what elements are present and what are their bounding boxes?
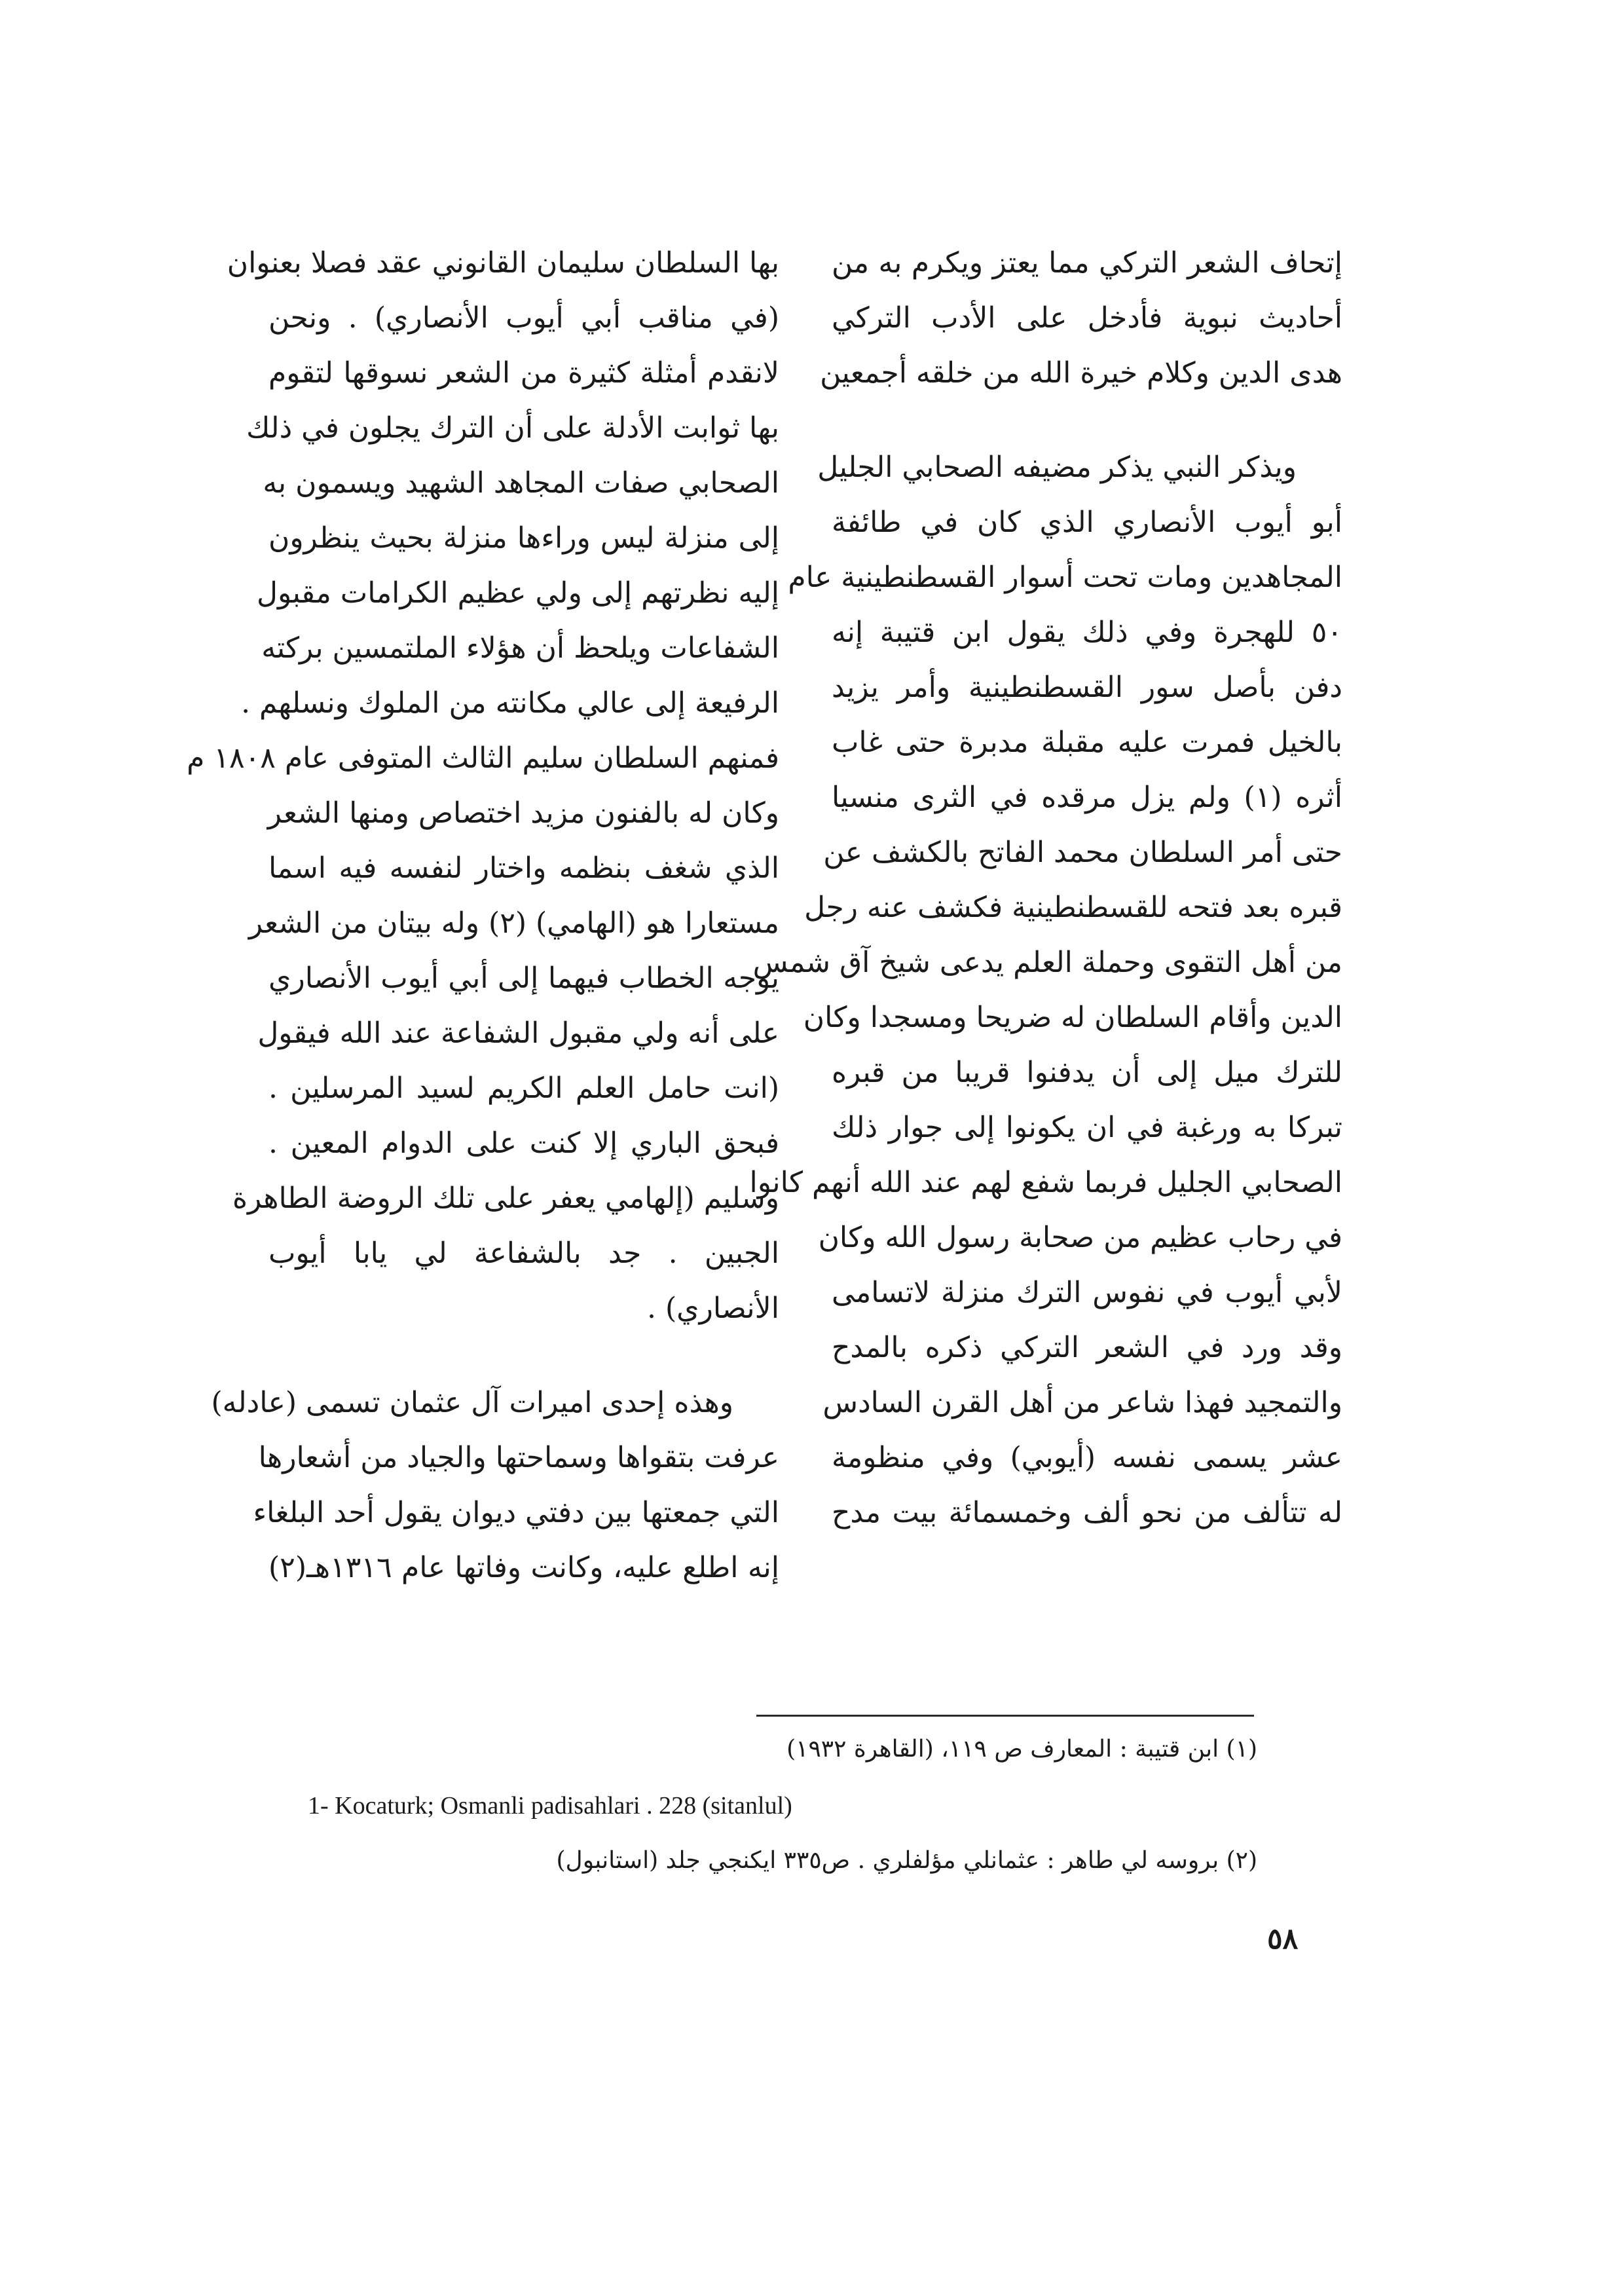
- footnote-1: (١) ابن قتيبة : المعارف ص ١١٩، (القاهرة ١٩٣٢): [786, 1736, 1257, 1763]
- text-line: الدين وأقام السلطان له ضريحا ومسجدا وكان: [803, 1001, 1342, 1034]
- text-line: الشفاعات ويلحظ أن هؤلاء الملتمسين بركته: [261, 631, 779, 665]
- text-line: دفن بأصل سور القسطنطينية وأمر يزيد: [832, 671, 1342, 704]
- text-line: (انت حامل العلم الكريم لسيد المرسلين .: [268, 1072, 779, 1105]
- text-line: إلى منزلة ليس وراءها منزلة بحيث ينظرون: [268, 521, 779, 555]
- text-line: يوجه الخطاب فيهما إلى أبي أيوب الأنصاري: [268, 961, 779, 995]
- footnote-2: (٢) بروسه لي طاهر : عثمانلي مؤلفلري . ص٣٣٥ ايكنجي جلد (استانبول): [556, 1847, 1257, 1874]
- text-line: لانقدم أمثلة كثيرة من الشعر نسوقها لتقوم: [268, 356, 779, 390]
- text-line: هدى الدين وكلام خيرة الله من خلقه أجمعين: [820, 356, 1342, 390]
- text-line: الرفيعة إلى عالي مكانته من الملوك ونسلهم .: [241, 686, 779, 720]
- left-column: [187, 236, 779, 1595]
- text-line: قبره بعد فتحه للقسطنطينية فكشف عنه رجل: [804, 891, 1342, 924]
- text-line: ٥٠ للهجرة وفي ذلك يقول ابن قتيبة إنه: [832, 616, 1342, 649]
- text-line: تبركا به ورغبة في ان يكونوا إلى جوار ذلك: [832, 1111, 1342, 1144]
- text-line: إليه نظرتهم إلى ولي عظيم الكرامات مقبول: [256, 576, 779, 610]
- text-line: من أهل التقوى وحملة العلم يدعى شيخ آق شمس: [752, 946, 1342, 979]
- footnote-latin: 1- Kocaturk; Osmanli padisahlari . 228 (sitanlul): [308, 1792, 792, 1819]
- text-line: (في مناقب أبي أيوب الأنصاري) . ونحن: [268, 301, 779, 335]
- text-line: وسليم (إلهامي يعفر على تلك الروضة الطاهرة: [232, 1182, 779, 1215]
- footnote-divider: [756, 1715, 1254, 1717]
- text-line: وهذه إحدى اميرات آل عثمان تسمى (عادله): [211, 1386, 733, 1419]
- text-line: أثره (١) ولم يزل مرقده في الثرى منسيا: [832, 781, 1343, 814]
- text-line: ويذكر النبي يذكر مضيفه الصحابي الجليل: [817, 451, 1297, 484]
- text-line: الأنصاري) .: [647, 1292, 779, 1325]
- text-line: فبحق الباري إلا كنت على الدوام المعين .: [268, 1127, 779, 1160]
- text-line: فمنهم السلطان سليم الثالث المتوفى عام ١٨٠٨ م: [187, 741, 779, 775]
- text-line: الجبين . جد بالشفاعة لي يابا أيوب: [268, 1237, 779, 1270]
- text-line: بها السلطان سليمان القانوني عقد فصلا بعنوان: [227, 246, 779, 280]
- text-line: مستعارا هو (الهامي) (٢) وله بيتان من الشعر: [248, 906, 779, 940]
- text-line: عرفت بتقواها وسماحتها والجياد من أشعارها: [258, 1441, 779, 1474]
- text-line: أحاديث نبوية فأدخل على الأدب التركي: [832, 301, 1342, 335]
- text-line: المجاهدين ومات تحت أسوار القسطنطينية عام: [788, 561, 1342, 594]
- right-column: [749, 236, 1343, 1540]
- text-line: الصحابي صفات المجاهد الشهيد ويسمون به: [263, 466, 779, 500]
- text-line: التي جمعتها بين دفتي ديوان يقول أحد البلغاء: [253, 1496, 779, 1529]
- text-line: وقد ورد في الشعر التركي ذكره بالمدح: [832, 1331, 1342, 1364]
- text-line: عشر يسمى نفسه (أيوبي) وفي منظومة: [832, 1441, 1342, 1474]
- text-line: إنه اطلع عليه، وكانت وفاتها عام ١٣١٦هـ(٢): [268, 1551, 779, 1584]
- text-line: أبو أيوب الأنصاري الذي كان في طائفة: [832, 506, 1342, 539]
- text-line: والتمجيد فهذا شاعر من أهل القرن السادس: [822, 1386, 1342, 1419]
- text-line: إتحاف الشعر التركي مما يعتز ويكرم به من: [832, 246, 1342, 280]
- text-line: لأبي أيوب في نفوس الترك منزلة لاتسامى: [832, 1276, 1342, 1309]
- text-line: بالخيل فمرت عليه مقبلة مدبرة حتى غاب: [832, 726, 1342, 759]
- text-line: على أنه ولي مقبول الشفاعة عند الله فيقول: [257, 1017, 779, 1050]
- paragraph-gap: [832, 401, 1342, 440]
- paragraph-gap: [268, 1336, 779, 1375]
- text-line: حتى أمر السلطان محمد الفاتح بالكشف عن: [823, 836, 1342, 869]
- text-line: في رحاب عظيم من صحابة رسول الله وكان: [818, 1221, 1342, 1254]
- text-line: الصحابي الجليل فربما شفع لهم عند الله أنهم كانوا: [749, 1166, 1342, 1199]
- text-line: له تتألف من نحو ألف وخمسمائة بيت مدح: [832, 1496, 1342, 1529]
- text-line: الذي شغف بنظمه واختار لنفسه فيه اسما: [268, 851, 779, 885]
- page-number: ٥٨: [1267, 1922, 1299, 1956]
- text-line: للترك ميل إلى أن يدفنوا قريبا من قبره: [832, 1056, 1342, 1089]
- text-line: وكان له بالفنون مزيد اختصاص ومنها الشعر: [267, 796, 779, 830]
- text-line: بها ثوابت الأدلة على أن الترك يجلون في ذلك: [246, 411, 779, 445]
